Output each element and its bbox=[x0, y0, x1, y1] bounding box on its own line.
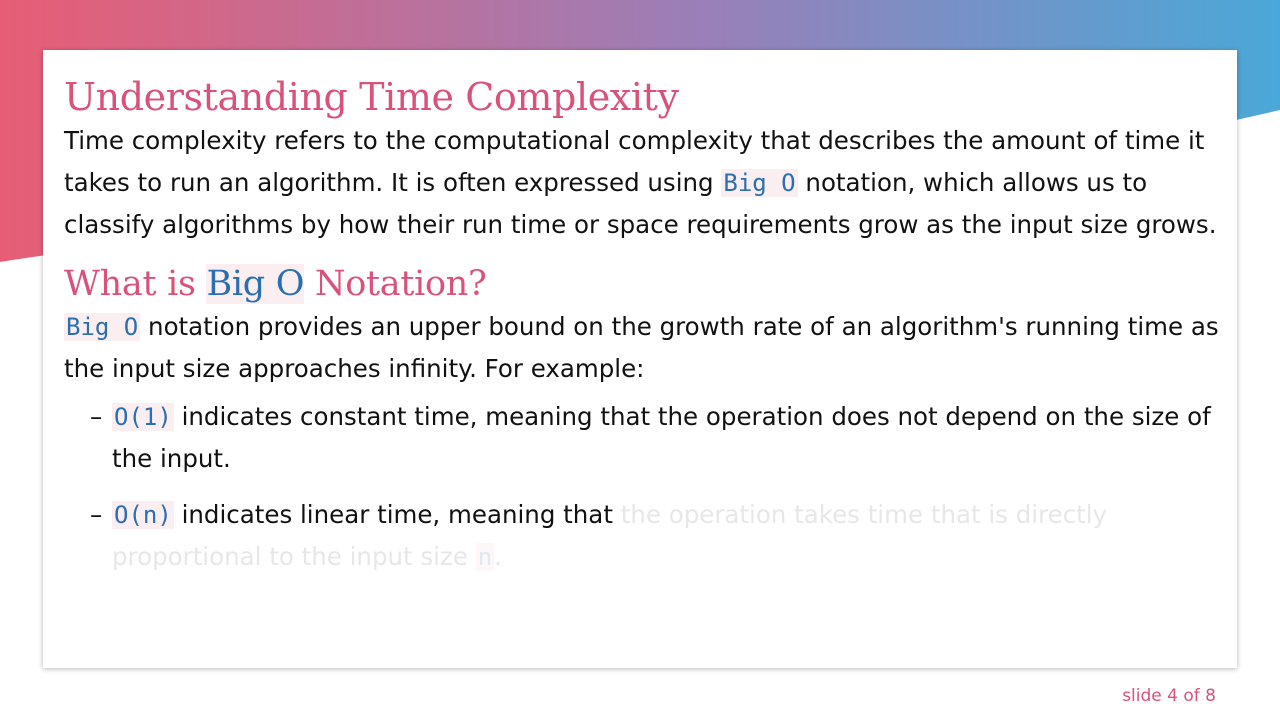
complexity-list bbox=[64, 396, 1224, 578]
bullet-dash: – bbox=[90, 402, 103, 431]
section-heading-code: Big O bbox=[206, 264, 305, 304]
section-text: notation provides an upper bound on the growth rate of an algorithm's running time as the input size approaches infinity. For example: bbox=[64, 312, 1219, 383]
slide-card bbox=[43, 50, 1237, 668]
section-paragraph bbox=[64, 306, 1224, 390]
list-item-constant bbox=[90, 396, 1224, 480]
intro-text-end: notation, which allows us to classify algorithms by how their run time or space requirements grow as the input size grows. bbox=[64, 168, 1217, 239]
intro-code-big-o: Big O bbox=[723, 169, 796, 197]
intro-text-start: Time complexity refers to the computational complexity that describes the amount of time it takes to run an algorithm. It is often expressed using bbox=[64, 126, 1205, 197]
slide-counter: slide 4 of 8 bbox=[1122, 686, 1216, 706]
section-heading-start: What is bbox=[64, 264, 207, 304]
code-o-1: O(1) bbox=[114, 403, 172, 431]
section-heading bbox=[64, 262, 1224, 306]
section-code-big-o: Big O bbox=[66, 313, 139, 341]
fading-code-n: n bbox=[477, 543, 493, 571]
list-item-text: indicates linear time, meaning that bbox=[173, 500, 621, 529]
bullet-dash: – bbox=[90, 500, 103, 529]
slide-title: Understanding Time Complexity bbox=[64, 75, 679, 119]
list-item-linear bbox=[90, 494, 1224, 578]
slide-content bbox=[64, 74, 1224, 592]
intro-paragraph bbox=[64, 120, 1224, 246]
list-item-text: indicates constant time, meaning that the operation does not depend on the size of the input. bbox=[112, 402, 1211, 473]
fading-text-end: . bbox=[494, 542, 502, 571]
code-o-n: O(n) bbox=[114, 501, 172, 529]
section-heading-end: Notation? bbox=[304, 264, 487, 304]
fading-text: the operation takes time that is directly proportional to the input size bbox=[112, 500, 1108, 571]
